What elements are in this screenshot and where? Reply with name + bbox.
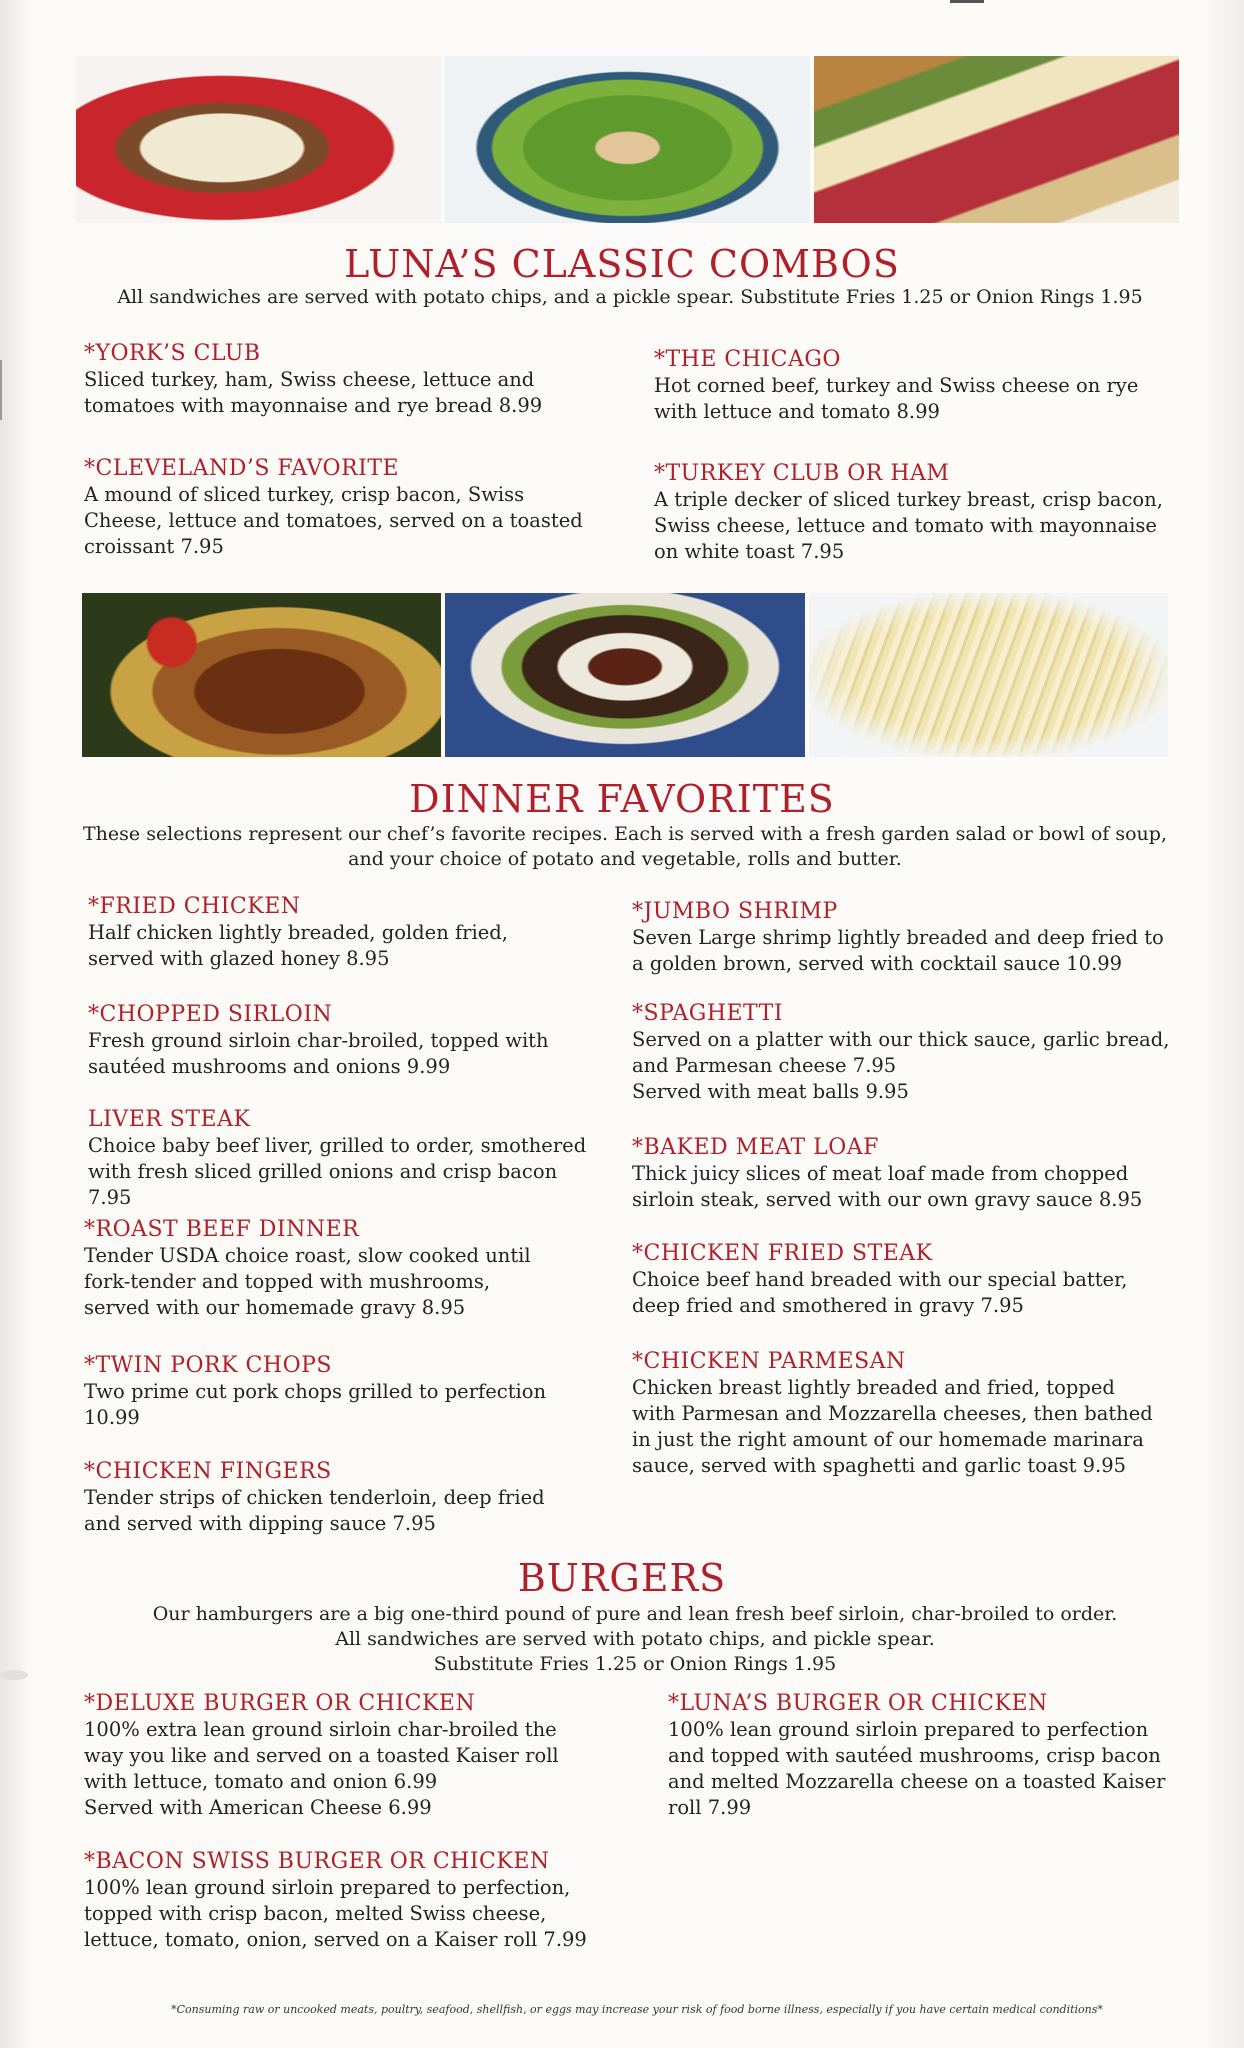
combos-intro: All sandwiches are served with potato chips, and a pickle spear. Substitute Fries 1.25 or Onion Rings 1.95 bbox=[117, 286, 1143, 308]
chicken-salad-photo bbox=[445, 56, 810, 223]
item-name: *DELUXE BURGER OR CHICKEN bbox=[84, 1691, 476, 1716]
item-name: *BAKED MEAT LOAF bbox=[632, 1135, 879, 1160]
menu-item bbox=[84, 1216, 629, 1321]
item-name: *CHICKEN FRIED STEAK bbox=[632, 1241, 933, 1266]
menu-item bbox=[84, 1690, 644, 1821]
menu-item bbox=[654, 460, 1194, 565]
menu-item bbox=[88, 893, 628, 972]
menu-item bbox=[632, 1000, 1202, 1105]
item-name: *FRIED CHICKEN bbox=[88, 894, 301, 919]
menu-item bbox=[84, 340, 644, 419]
item-name: LIVER STEAK bbox=[88, 1107, 251, 1132]
middle-photo-strip bbox=[82, 593, 1168, 757]
menu-item bbox=[84, 1848, 684, 1953]
pasta-alfredo-photo bbox=[809, 593, 1168, 757]
item-name: *ROAST BEEF DINNER bbox=[84, 1217, 360, 1242]
menu-item bbox=[88, 1106, 628, 1211]
top-photo-strip bbox=[76, 56, 1179, 223]
item-description: Two prime cut pork chops grilled to perfection 10.99 bbox=[84, 1380, 547, 1429]
menu-item bbox=[668, 1690, 1208, 1821]
menu-item bbox=[84, 1352, 629, 1431]
item-name: *CHICKEN PARMESAN bbox=[632, 1349, 906, 1374]
item-name: *CHICKEN FINGERS bbox=[84, 1459, 332, 1484]
item-name: *LUNA’S BURGER OR CHICKEN bbox=[668, 1691, 1048, 1716]
item-description: Sliced turkey, ham, Swiss cheese, lettuce and tomatoes with mayonnaise and rye bread 8.99 bbox=[84, 368, 543, 417]
item-description: Tender USDA choice roast, slow cooked until fork-tender and topped with mushrooms, served with our homemade gravy 8.95 bbox=[84, 1244, 531, 1319]
bacon-burger-photo bbox=[445, 593, 804, 757]
item-description: Thick juicy slices of meat loaf made from chopped sirloin steak, served with our own gravy sauce 8.95 bbox=[632, 1162, 1143, 1211]
burgers-heading: BURGERS bbox=[517, 1556, 727, 1600]
dinner-heading: DINNER FAVORITES bbox=[409, 777, 835, 821]
menu-item bbox=[84, 455, 644, 560]
sandwich-plate-photo bbox=[76, 56, 441, 223]
menu-item bbox=[632, 1240, 1202, 1319]
item-description: A mound of sliced turkey, crisp bacon, Swiss Cheese, lettuce and tomatoes, served on a toasted croissant 7.95 bbox=[84, 483, 583, 558]
item-name: *CLEVELAND’S FAVORITE bbox=[84, 456, 400, 481]
combos-heading: LUNA’S CLASSIC COMBOS bbox=[344, 242, 900, 286]
item-description: A triple decker of sliced turkey breast, crisp bacon, Swiss cheese, lettuce and tomato with mayonnaise on white toast 7.95 bbox=[654, 488, 1163, 563]
item-name: *TWIN PORK CHOPS bbox=[84, 1353, 332, 1378]
item-description: Hot corned beef, turkey and Swiss cheese on rye with lettuce and tomato 8.99 bbox=[654, 374, 1139, 423]
item-description: Seven Large shrimp lightly breaded and deep fried to a golden brown, served with cocktail sauce 10.99 bbox=[632, 926, 1164, 975]
item-description: Fresh ground sirloin char-broiled, topped with sautéed mushrooms and onions 9.99 bbox=[88, 1029, 549, 1078]
burgers-intro: Our hamburgers are a big one-third pound of pure and lean fresh beef sirloin, char-broiled to order. All sandwiches are served with potato chips, and pickle spear. Substitute Fries 1.25 or Onion Rings 1.95 bbox=[152, 1603, 1118, 1675]
health-disclaimer: *Consuming raw or uncooked meats, poultry, seafood, shellfish, or eggs may increase your risk of food borne illness, especially if you have certain medical conditions* bbox=[171, 2003, 1103, 2016]
item-name: *BACON SWISS BURGER OR CHICKEN bbox=[84, 1849, 550, 1874]
item-description: Choice baby beef liver, grilled to order, smothered with fresh sliced grilled onions and crisp bacon 7.95 bbox=[88, 1134, 587, 1209]
item-name: *YORK’S CLUB bbox=[84, 341, 261, 366]
binder-hole bbox=[0, 1670, 28, 1680]
item-name: *SPAGHETTI bbox=[632, 1001, 784, 1026]
menu-item bbox=[632, 898, 1202, 977]
item-description: Choice beef hand breaded with our special batter, deep fried and smothered in gravy 7.95 bbox=[632, 1268, 1128, 1317]
grilled-chicken-photo bbox=[82, 593, 441, 757]
item-description: Chicken breast lightly breaded and fried, topped with Parmesan and Mozzarella cheeses, then bathed in just the right amount of our homemade marinara sauce, served with spaghetti and garlic toast 9.95 bbox=[632, 1376, 1153, 1477]
item-description: Served on a platter with our thick sauce, garlic bread, and Parmesan cheese 7.95 Served with meat balls 9.95 bbox=[632, 1028, 1170, 1103]
menu-item bbox=[632, 1134, 1202, 1213]
item-description: Tender strips of chicken tenderloin, deep fried and served with dipping sauce 7.95 bbox=[84, 1486, 545, 1535]
dinner-intro: These selections represent our chef’s favorite recipes. Each is served with a fresh garden salad or bowl of soup, and your choice of potato and vegetable, rolls and butter. bbox=[83, 823, 1167, 870]
item-description: Half chicken lightly breaded, golden fried, served with glazed honey 8.95 bbox=[88, 921, 508, 970]
item-name: *CHOPPED SIRLOIN bbox=[88, 1002, 333, 1027]
menu-item bbox=[84, 1458, 629, 1537]
item-description: 100% extra lean ground sirloin char-broiled the way you like and served on a toasted Kaiser roll with lettuce, tomato and onion 6.99 Served with American Cheese 6.99 bbox=[84, 1718, 559, 1819]
menu-item bbox=[654, 346, 1194, 425]
menu-item bbox=[88, 1001, 628, 1080]
item-name: *THE CHICAGO bbox=[654, 347, 841, 372]
binder-mark bbox=[0, 360, 2, 420]
item-name: *JUMBO SHRIMP bbox=[632, 899, 838, 924]
item-description: 100% lean ground sirloin prepared to perfection, topped with crisp bacon, melted Swiss cheese, lettuce, tomato, onion, served on a Kaiser roll 7.99 bbox=[84, 1876, 587, 1951]
item-name: *TURKEY CLUB OR HAM bbox=[654, 461, 950, 486]
deli-sandwich-photo bbox=[814, 56, 1179, 223]
menu-item bbox=[632, 1348, 1202, 1479]
page-edge-mark bbox=[950, 0, 984, 3]
item-description: 100% lean ground sirloin prepared to perfection and topped with sautéed mushrooms, crisp bacon and melted Mozzarella cheese on a toasted Kaiser roll 7.99 bbox=[668, 1718, 1166, 1819]
